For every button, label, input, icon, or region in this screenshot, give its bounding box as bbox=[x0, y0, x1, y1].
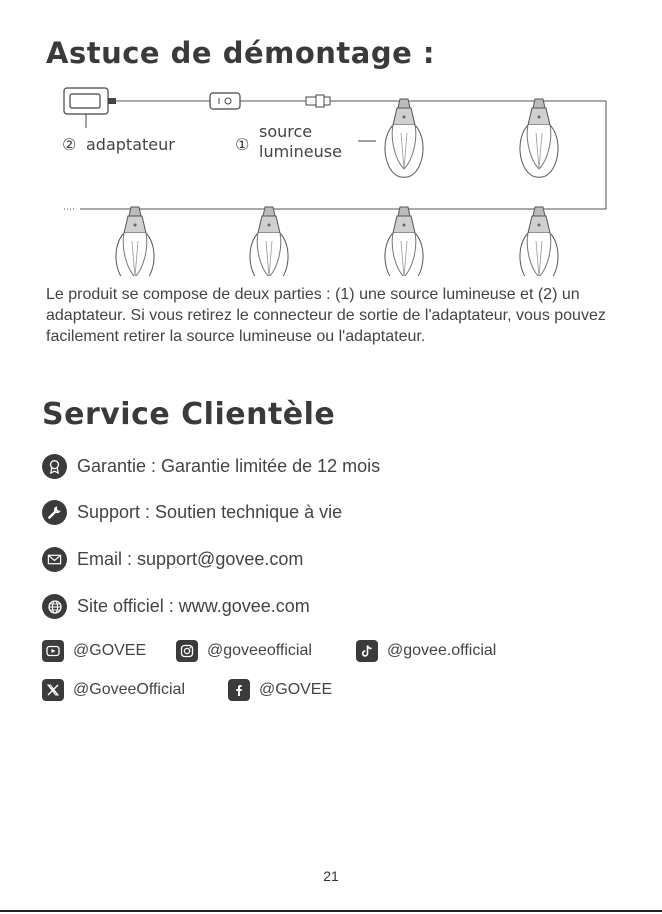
tiktok-icon bbox=[356, 640, 378, 662]
controller-icon bbox=[210, 93, 240, 109]
service-title: Service Clientèle bbox=[42, 397, 336, 432]
adapter-label-num: ② bbox=[62, 135, 77, 154]
social-handle[interactable]: @goveeofficial bbox=[207, 642, 312, 659]
social-handle[interactable]: @govee.official bbox=[387, 642, 497, 659]
youtube-icon bbox=[42, 640, 64, 662]
bottom-divider bbox=[0, 910, 662, 912]
facebook-icon bbox=[228, 679, 250, 701]
service-item-text: Support : Soutien technique à vie bbox=[77, 502, 343, 522]
social-handle[interactable]: @GOVEE bbox=[73, 642, 147, 659]
instagram-icon bbox=[176, 640, 198, 662]
social-row-1 bbox=[42, 640, 496, 662]
bulb-icon bbox=[250, 207, 288, 276]
source-label-num: ① bbox=[235, 135, 250, 154]
service-item-text: Garantie : Garantie limitée de 12 mois bbox=[77, 456, 381, 476]
bulb-icon bbox=[116, 207, 154, 276]
disassembly-paragraph: Le produit se compose de deux parties : (1) une source lumineuse et (2) un adaptateur. Si vous retirez le connecteur de sortie de l'adaptateur, vous pouvez facilement retirer la source lumineuse ou l'adaptateur. bbox=[46, 286, 606, 345]
social-x[interactable] bbox=[42, 679, 228, 701]
source-label-line2: lumineuse bbox=[259, 142, 342, 161]
page-number: 21 bbox=[323, 868, 339, 884]
disassembly-title: Astuce de démontage : bbox=[46, 36, 435, 70]
mail-icon bbox=[42, 547, 67, 572]
service-item-email[interactable] bbox=[42, 547, 303, 572]
connector-icon bbox=[306, 95, 330, 107]
bulb-icon bbox=[520, 99, 558, 177]
service-item-website[interactable] bbox=[42, 594, 310, 619]
bulb-icon bbox=[385, 207, 423, 276]
social-handle[interactable]: @GOVEE bbox=[259, 681, 333, 698]
social-youtube[interactable] bbox=[42, 640, 176, 662]
award-icon bbox=[42, 454, 67, 479]
social-facebook[interactable] bbox=[228, 679, 332, 701]
disassembly-diagram bbox=[40, 86, 630, 276]
service-item-support bbox=[42, 500, 342, 525]
wrench-icon bbox=[42, 500, 67, 525]
adapter-label: adaptateur bbox=[86, 135, 175, 154]
source-label-line1: source bbox=[259, 122, 313, 141]
social-tiktok[interactable] bbox=[356, 640, 496, 662]
service-item-text[interactable]: Site officiel : www.govee.com bbox=[77, 596, 310, 616]
social-handle[interactable]: @GoveeOfficial bbox=[73, 681, 185, 698]
globe-icon bbox=[42, 594, 67, 619]
bulb-icon bbox=[520, 207, 558, 276]
social-row-2 bbox=[42, 679, 332, 701]
bulb-icon bbox=[385, 99, 423, 177]
social-instagram[interactable] bbox=[176, 640, 356, 662]
adapter-icon bbox=[64, 88, 116, 114]
service-item-text[interactable]: Email : support@govee.com bbox=[77, 549, 304, 569]
x-icon bbox=[42, 679, 64, 701]
service-item-warranty bbox=[42, 454, 380, 479]
